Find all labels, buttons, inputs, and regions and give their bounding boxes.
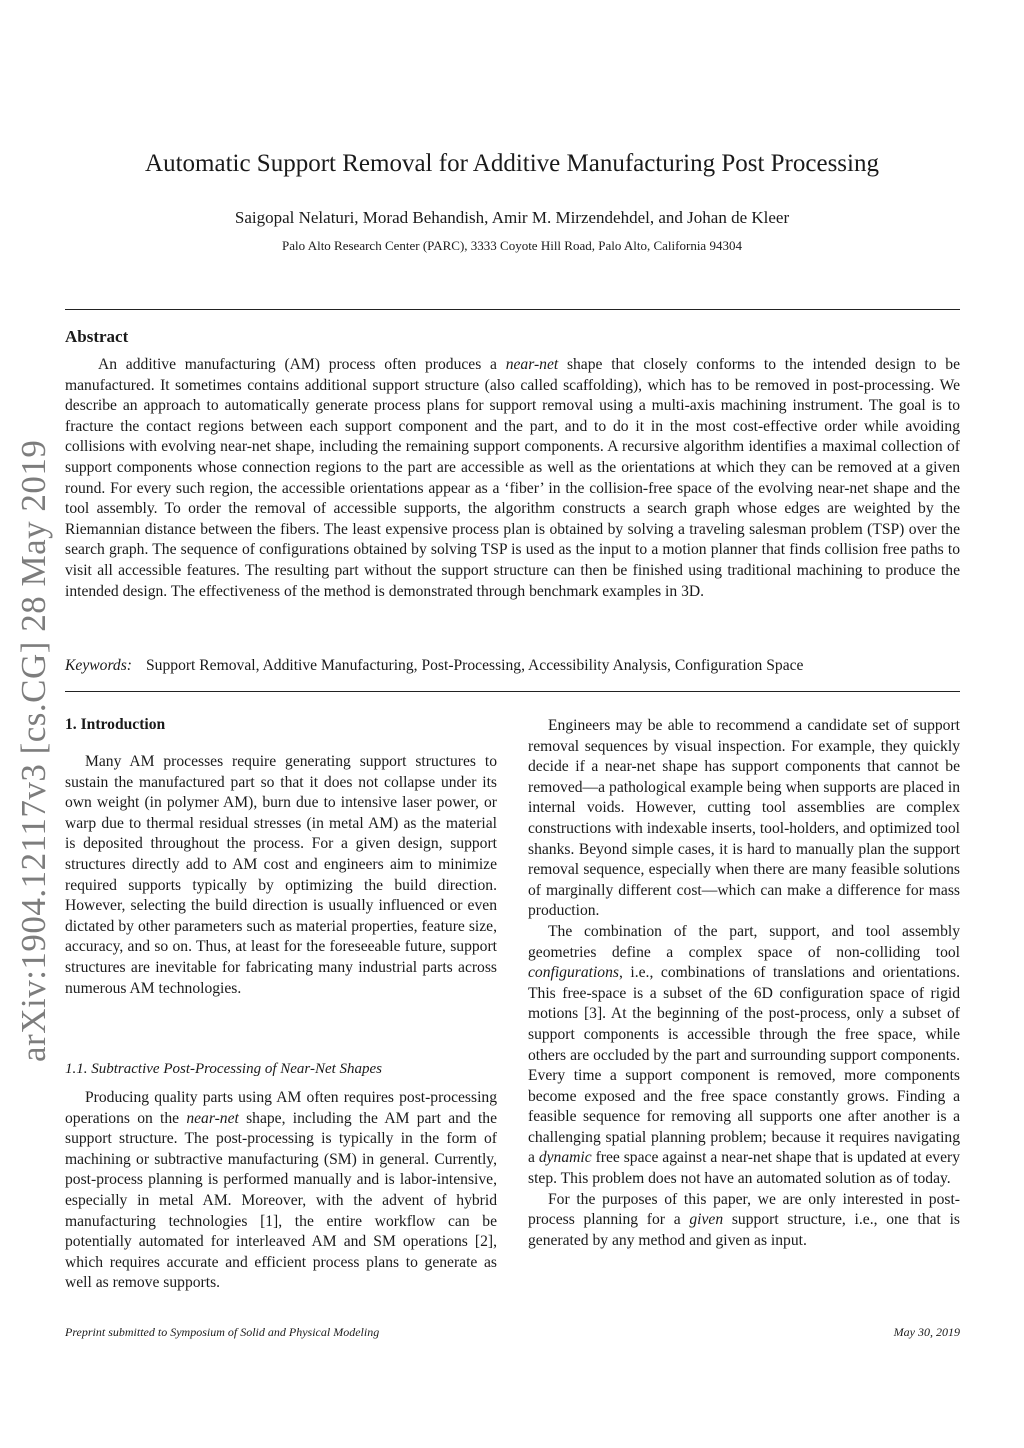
- author-list: Saigopal Nelaturi, Morad Behandish, Amir M. Mirzendehdel, and Johan de Kleer: [234, 208, 790, 227]
- abstract-heading: Abstract: [65, 327, 129, 346]
- subsection-paragraph: Producing quality parts using AM often requires post-processing operations on the near-net shape, including the AM part and the support structure. The post-processing is typically in the form of machining or subtractive manufacturing (SM) in general. Currently, post-process planning is performed manually and is labor-intensive, especially in metal AM. Moreover, with the advent of hybrid manufacturing technologies [1], the entire workflow can be potentially automated for interleaved AM and SM operations [2], which requires accurate and efficient process plans to generate as well as remove supports.: [65, 1089, 497, 1292]
- keywords-text: Support Removal, Additive Manufacturing, Post-Processing, Accessibility Analysis, Configuration Space: [146, 657, 804, 674]
- affiliation: Palo Alto Research Center (PARC), 3333 Coyote Hill Road, Palo Alto, California 94304: [282, 238, 742, 253]
- subsection-heading: 1.1. Subtractive Post-Processing of Near-Net Shapes: [65, 1061, 383, 1077]
- keywords-label: Keywords:: [65, 657, 132, 674]
- section-heading-introduction: 1. Introduction: [65, 716, 166, 733]
- footer-date: May 30, 2019: [893, 1325, 960, 1339]
- right-paragraph-3: For the purposes of this paper, we are only interested in post-process planning for a given support structure, i.e., one that is generated by any method and given as input.: [528, 1190, 960, 1249]
- right-paragraph-1: Engineers may be able to recommend a candidate set of support removal sequences by visual inspection. For example, they quickly decide if a near-net shape has support components that cannot be removed—a pathological example being when supports are placed in internal voids. However, cutting tool assemblies are complex constructions with indexable inserts, tool-holders, and optimized tool shanks. Beyond simple cases, it is hard to manually plan the support removal sequence, especially when there are many feasible solutions of marginally different cost—which can make a difference for mass production.: [528, 717, 960, 920]
- bottom-rule: [65, 691, 960, 692]
- intro-paragraph-1: Many AM processes require generating support structures to sustain the manufactured part so that it does not collapse under its own weight (in polymer AM), burn due to intensive laser power, or warp due to thermal residual stresses (in metal AM) as the material is deposited throughout the process. For a given design, support structures directly add to AM cost and engineers aim to minimize required supports typically by optimizing the build direction. However, selecting the build direction is usually influenced or even dictated by other parameters such as material properties, feature size, accuracy, and so on. Thus, at least for the foreseeable future, support structures are inevitable for fabricating many industrial parts across numerous AM technologies.: [65, 753, 497, 997]
- footer-preprint-note: Preprint submitted to Symposium of Solid and Physical Modeling: [65, 1325, 380, 1339]
- abstract-body: An additive manufacturing (AM) process often produces a near-net shape that closely conforms to the intended design to be manufactured. It sometimes contains additional support structure (also called scaffolding), which has to be removed in post-processing. We describe an approach to automatically generate process plans for support removal using a multi-axis machining instrument. The goal is to fracture the contact regions between each support component and the part, and to do it in the most cost-effective order while avoiding collisions with evolving near-net shape, including the remaining support components. A recursive algorithm identifies a maximal collection of support components whose connection regions to the part are accessible as well as the orientations at which they can be removed at a given round. For every such region, the accessible orientations appear as a ‘fiber’ in the collision-free space of the evolving near-net shape and the tool assembly. To order the removal of accessible supports, the algorithm constructs a search graph whose edges are weighted by the Riemannian distance between the fibers. The least expensive process plan is obtained by solving a traveling salesman problem (TSP) over the search graph. The sequence of configurations obtained by solving TSP is used as the input to a motion planner that finds collision free paths to visit all accessible features. The resulting part without the support structure can then be finished using traditional machining to produce the intended design. The effectiveness of the method is demonstrated through benchmark examples in 3D.: [65, 356, 961, 600]
- arxiv-identifier: arXiv:1904.12117v3 [cs.CG] 28 May 2019: [14, 439, 53, 1062]
- right-column-body: [528, 716, 960, 1251]
- keywords-line: [65, 656, 960, 677]
- right-paragraph-2: The combination of the part, support, and tool assembly geometries define a complex space of non-colliding tool configurations, i.e., combinations of translations and orientations. This free-space is a subset of the 6D configuration space of rigid motions [3]. At the beginning of the post-process, only a subset of support components is accessible through the free space, while others are occluded by the part and surrounding support components. Every time a support component is removed, more components become exposed and the free space constantly grows. Finding a feasible sequence for removing all supports one after another is a challenging spatial planning problem; because it requires navigating a dynamic free space against a near-net shape that is updated at every step. This problem does not have an automated solution as of today.: [528, 922, 960, 1188]
- paper-title: Automatic Support Removal for Additive Manufacturing Post Processing: [145, 150, 879, 177]
- top-rule: [65, 309, 960, 310]
- left-column-body: [65, 752, 497, 999]
- left-column-subsection: [65, 1088, 497, 1294]
